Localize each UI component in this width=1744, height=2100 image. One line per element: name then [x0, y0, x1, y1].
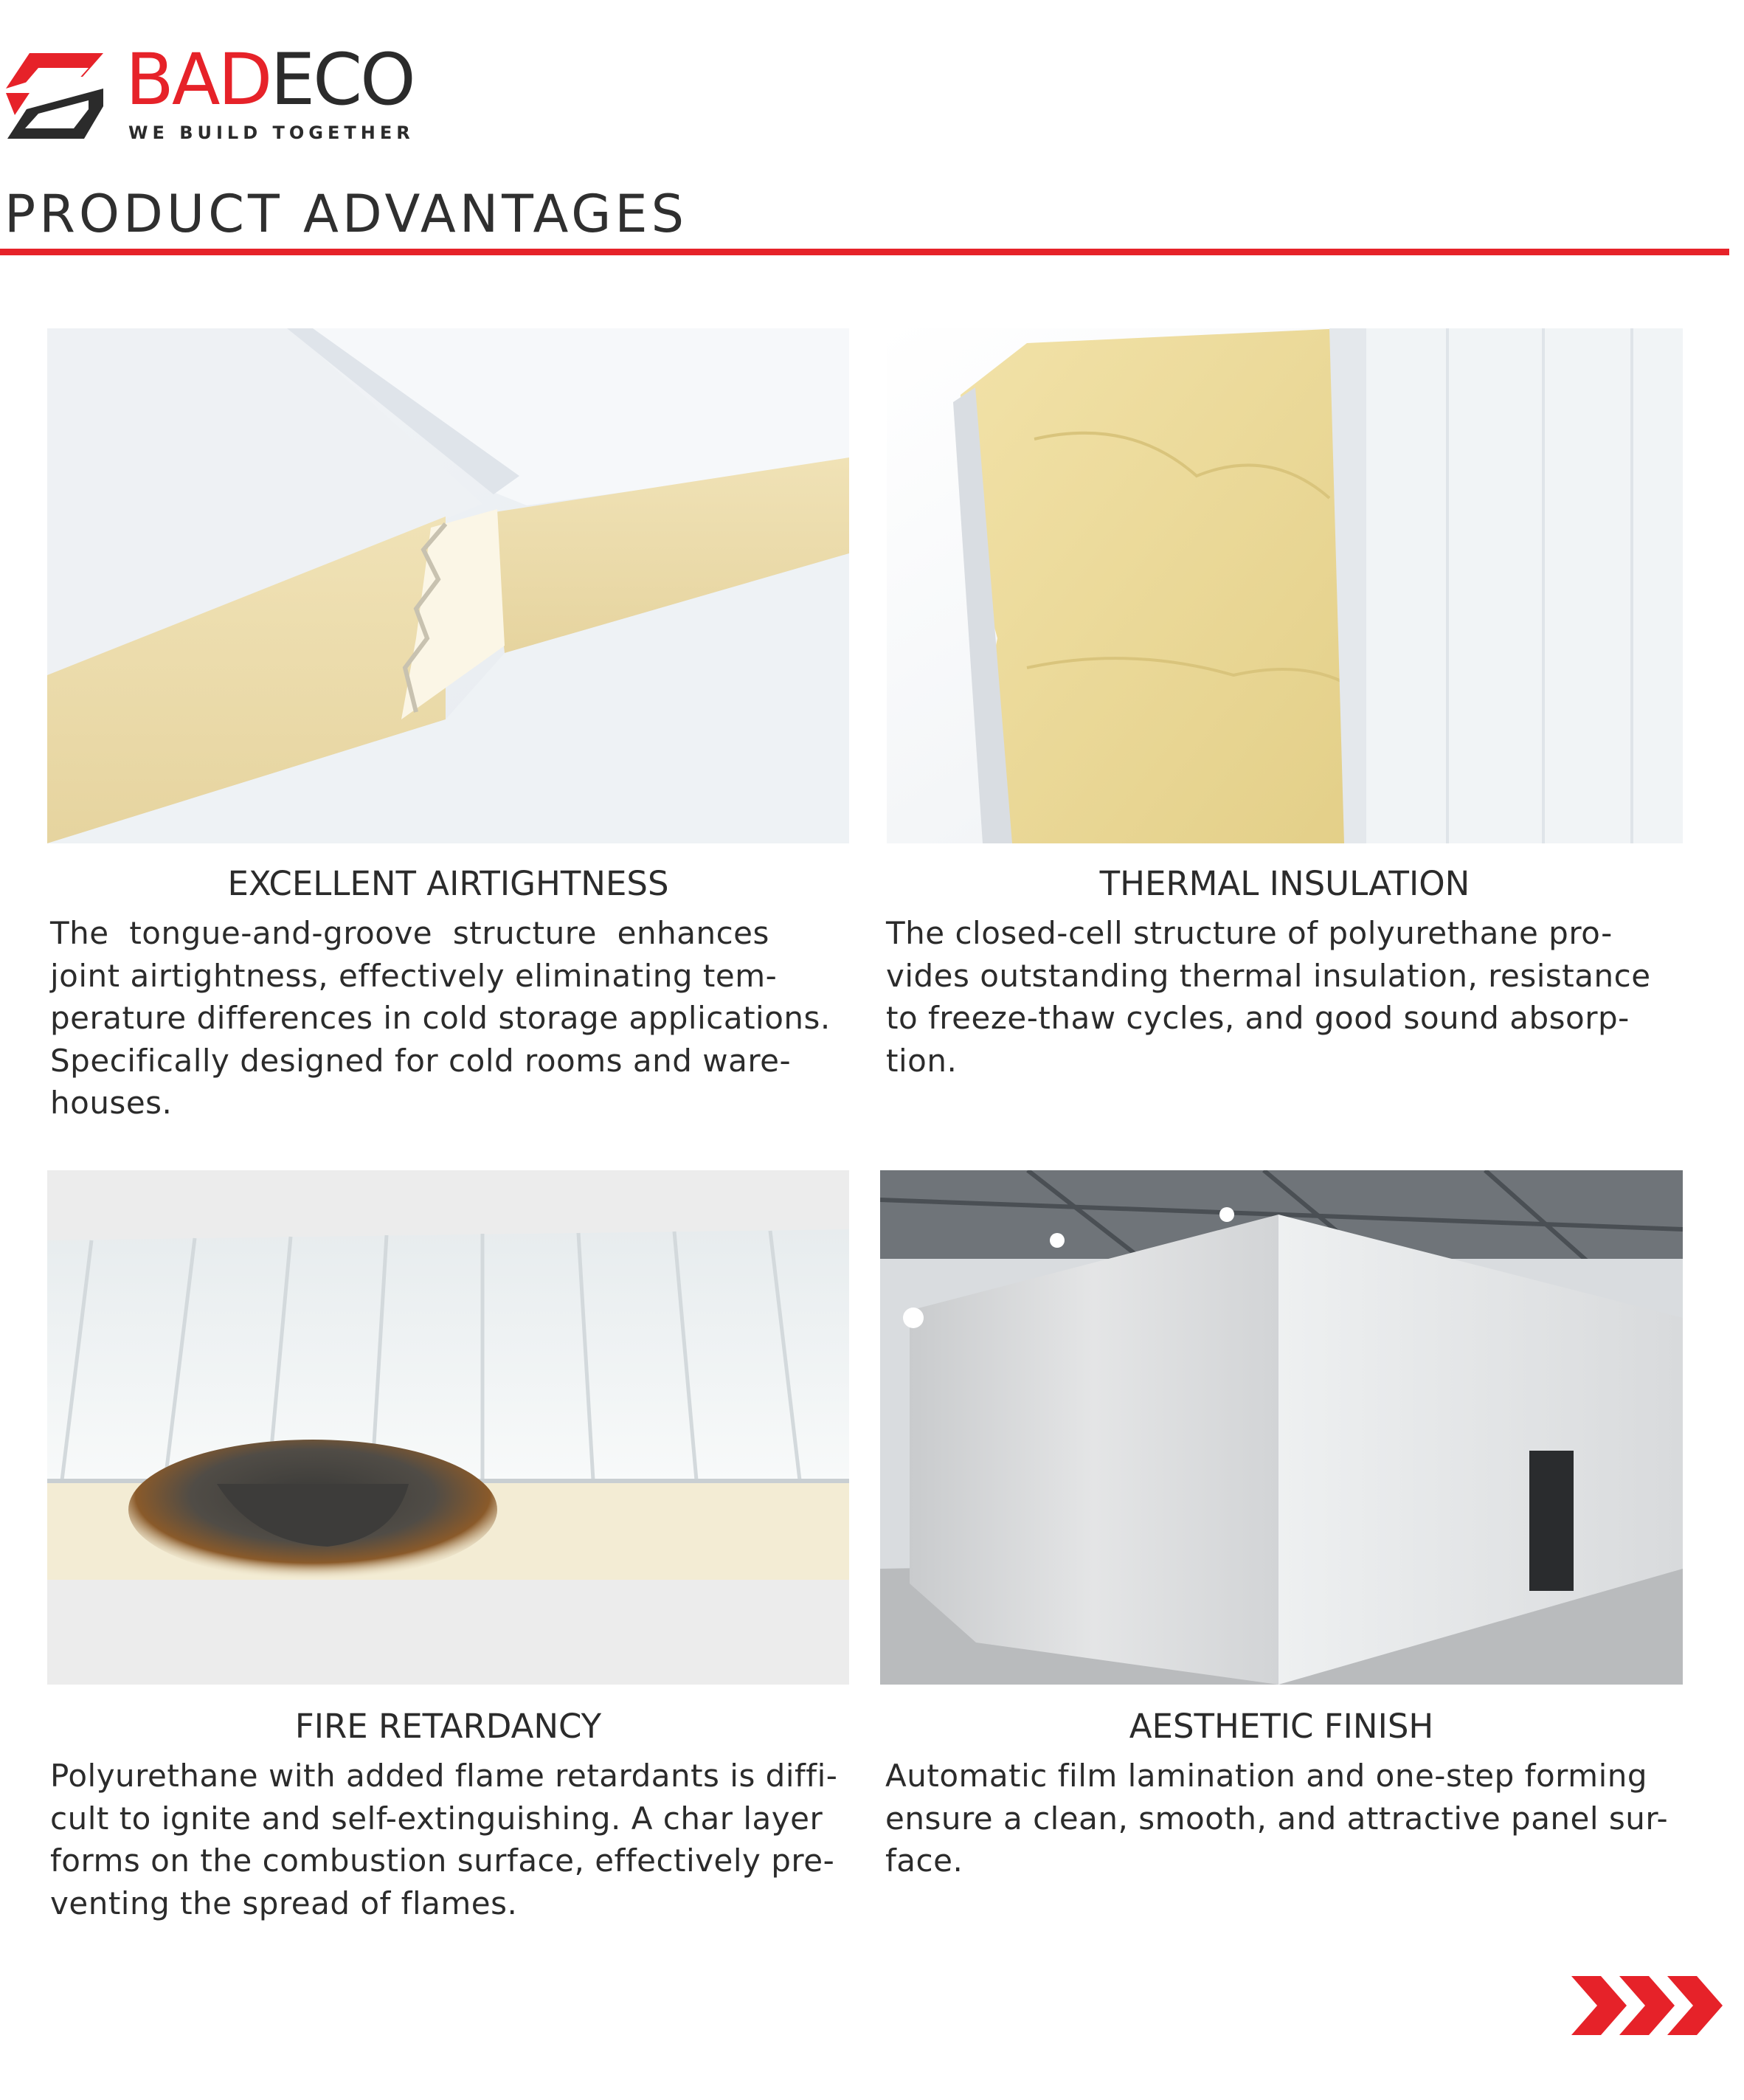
feature-body-line: venting the spread of flames. [50, 1885, 518, 1921]
feature-title-aesthetic-finish: AESTHETIC FINISH [1129, 1707, 1434, 1746]
feature-body-line: ensure a clean, smooth, and attractive panel sur- [885, 1800, 1669, 1837]
brand-name-part1: BAD [125, 38, 271, 121]
feature-body-aesthetic-finish [885, 1755, 1668, 1882]
page-title: PRODUCT ADVANTAGES [4, 184, 688, 244]
feature-body-line: The tongue-and-groove structure enhances [50, 915, 769, 951]
feature-body-line: The closed-cell structure of polyurethane pro- [886, 915, 1613, 951]
feature-body-line: perature differences in cold storage applications. [50, 1000, 831, 1036]
next-page-arrows-icon[interactable] [1571, 1976, 1723, 2035]
brand-name-part2: ECO [270, 38, 414, 121]
feature-title-fire-retardancy: FIRE RETARDANCY [294, 1707, 602, 1746]
feature-body-line: tion. [886, 1042, 958, 1079]
feature-body-line: Polyurethane with added flame retardants is diffi- [50, 1758, 838, 1794]
feature-body-line: joint airtightness, effectively eliminating tem- [50, 957, 778, 994]
feature-body-fire-retardancy [50, 1755, 837, 1924]
feature-body-line: cult to ignite and self-extinguishing. A char layer [50, 1800, 823, 1837]
feature-body-line: to freeze-thaw cycles, and good sound absorp- [886, 1000, 1630, 1036]
feature-body-line: forms on the combustion surface, effectively pre- [50, 1842, 835, 1879]
feature-body-line: houses. [50, 1085, 173, 1121]
feature-body-thermal-insulation [886, 912, 1651, 1082]
feature-body-line: Automatic film lamination and one-step forming [885, 1758, 1648, 1794]
badeco-logo-icon [0, 44, 111, 148]
aesthetic-finish-photo [880, 1170, 1683, 1685]
thermal-insulation-photo [887, 328, 1683, 843]
feature-body-line: vides outstanding thermal insulation, resistance [886, 957, 1651, 994]
brand-name [125, 38, 414, 121]
brand-tagline: WE BUILD TOGETHER [128, 122, 415, 143]
feature-body-line: Specifically designed for cold rooms and ware- [50, 1042, 792, 1079]
title-divider [0, 249, 1729, 255]
fire-retardancy-photo [47, 1170, 849, 1685]
feature-title-thermal-insulation: THERMAL INSULATION [1099, 864, 1470, 903]
feature-body-airtightness [50, 912, 831, 1125]
airtightness-photo [47, 328, 849, 843]
feature-title-airtightness: EXCELLENT AIRTIGHTNESS [227, 864, 669, 903]
feature-body-line: face. [885, 1842, 963, 1879]
